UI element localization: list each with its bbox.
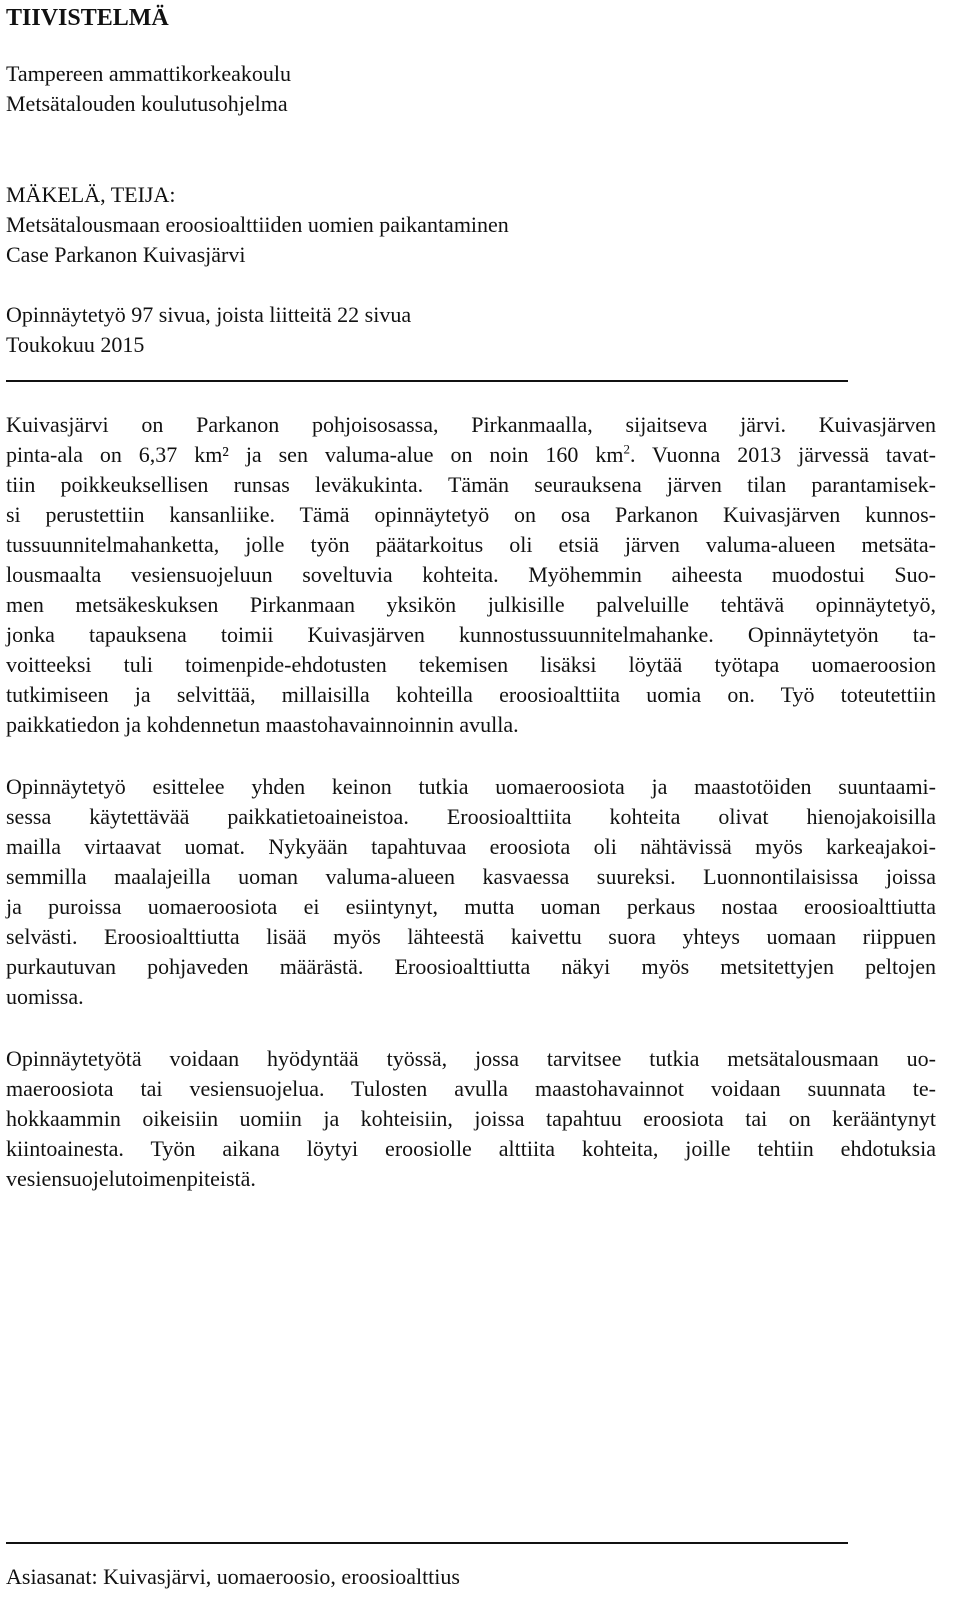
abstract-line: tutkimiseen ja selvittää, millaisilla kohteilla eroosioalttiita uomia on. Työ toteutettiin — [6, 682, 936, 707]
abstract-line: Opinnäytetyötä voidaan hyödyntää työssä, jossa tarvitsee tutkia metsätalousmaan uo- — [6, 1046, 936, 1071]
abstract-line: sessa käytettävää paikkatietoaineistoa. Eroosioalttiita kohteita olivat hienojakoisilla — [6, 804, 936, 829]
abstract-line: paikkatiedon ja kohdennetun maastohavainnoinnin avulla. — [6, 712, 519, 737]
abstract-line: tussuunnitelmahanketta, jolle työn päätarkoitus oli etsiä järven valuma-alueen metsäta- — [6, 532, 936, 557]
abstract-line: pinta-ala on 6,37 km² ja sen valuma-alue on noin 160 $km^2$. Vuonna 2013 järvessä tavat- — [6, 441, 936, 467]
abstract-line: semmilla maalajeilla uoman valuma-alueen kasvaessa suureksi. Luonnontilaisissa joissa — [6, 864, 936, 889]
thesis-title: Metsätalousmaan eroosioalttiiden uomien paikantaminen — [6, 212, 509, 237]
abstract-line: selvästi. Eroosioalttiutta lisää myös lähteestä kaivettu suora yhteys uomaan riippuen — [6, 924, 936, 949]
abstract-line: kiintoainesta. Työn aikana löytyi eroosiolle alttiita kohteita, joille tehtiin ehdotuksia — [6, 1136, 936, 1161]
page-title: TIIVISTELMÄ — [6, 5, 169, 31]
abstract-line: men metsäkeskuksen Pirkanmaan yksikön julkisille palveluille tehtävä opinnäytetyö, — [6, 592, 936, 617]
keywords: Asiasanat: Kuivasjärvi, uomaeroosio, eroosioalttius — [6, 1564, 460, 1589]
abstract-paragraph-2 — [6, 772, 936, 1012]
abstract-line: si perustettiin kansanliike. Tämä opinnäytetyö on osa Parkanon Kuivasjärven kunnos- — [6, 502, 936, 527]
abstract-line: tiin poikkeuksellisen runsas leväkukinta. Tämän seurauksena järven tilan parantamisek- — [6, 472, 936, 497]
abstract-line: maeroosiota tai vesiensuojelua. Tulosten avulla maastohavainnot voidaan suunnata te- — [6, 1076, 936, 1101]
abstract-line: jonka tapauksena toimii Kuivasjärven kunnostussuunnitelmahanke. Opinnäytetyön ta- — [6, 622, 936, 647]
abstract-line: Kuivasjärvi on Parkanon pohjoisosassa, Pirkanmaalla, sijaitseva järvi. Kuivasjärven — [6, 412, 936, 437]
thesis-subtitle: Case Parkanon Kuivasjärvi — [6, 242, 246, 267]
abstract-paragraph-1 — [6, 410, 936, 740]
abstract-line: vesiensuojelutoimenpiteistä. — [6, 1166, 256, 1191]
programme-name: Metsätalouden koulutusohjelma — [6, 91, 288, 116]
abstract-paragraph-3 — [6, 1044, 936, 1194]
page-count: Opinnäytetyö 97 sivua, joista liitteitä 22 sivua — [6, 302, 412, 327]
abstract-line: mailla virtaavat uomat. Nykyään tapahtuvaa eroosiota oli nähtävissä myös karkeajakoi- — [6, 834, 936, 859]
abstract-line: purkautuvan pohjaveden määrästä. Eroosioalttiutta näkyi myös metsitettyjen peltojen — [6, 954, 936, 979]
abstract-line: hokkaammin oikeisiin uomiin ja kohteisiin, joissa tapahtuu eroosiota tai on kerääntynyt — [6, 1106, 936, 1131]
superscript: 2 — [623, 441, 630, 457]
abstract-line: lousmaalta vesiensuojeluun soveltuvia kohteita. Myöhemmin aiheesta muodostui Suo- — [6, 562, 936, 587]
thesis-date: Toukokuu 2015 — [6, 332, 145, 357]
abstract-line: Opinnäytetyö esittelee yhden keinon tutkia uomaeroosiota ja maastotöiden suuntaami- — [6, 774, 936, 799]
divider-bottom — [6, 1542, 848, 1544]
author-name: MÄKELÄ, TEIJA: — [6, 182, 176, 207]
abstract-line: ja puroissa uomaeroosiota ei esiintynyt, mutta uoman perkaus nostaa eroosioalttiutta — [6, 894, 936, 919]
school-name: Tampereen ammattikorkeakoulu — [6, 61, 291, 86]
abstract-line: voitteeksi tuli toimenpide-ehdotusten tekemisen lisäksi löytää työtapa uomaeroosion — [6, 652, 936, 677]
divider-top — [6, 380, 848, 382]
abstract-line: uomissa. — [6, 984, 84, 1009]
